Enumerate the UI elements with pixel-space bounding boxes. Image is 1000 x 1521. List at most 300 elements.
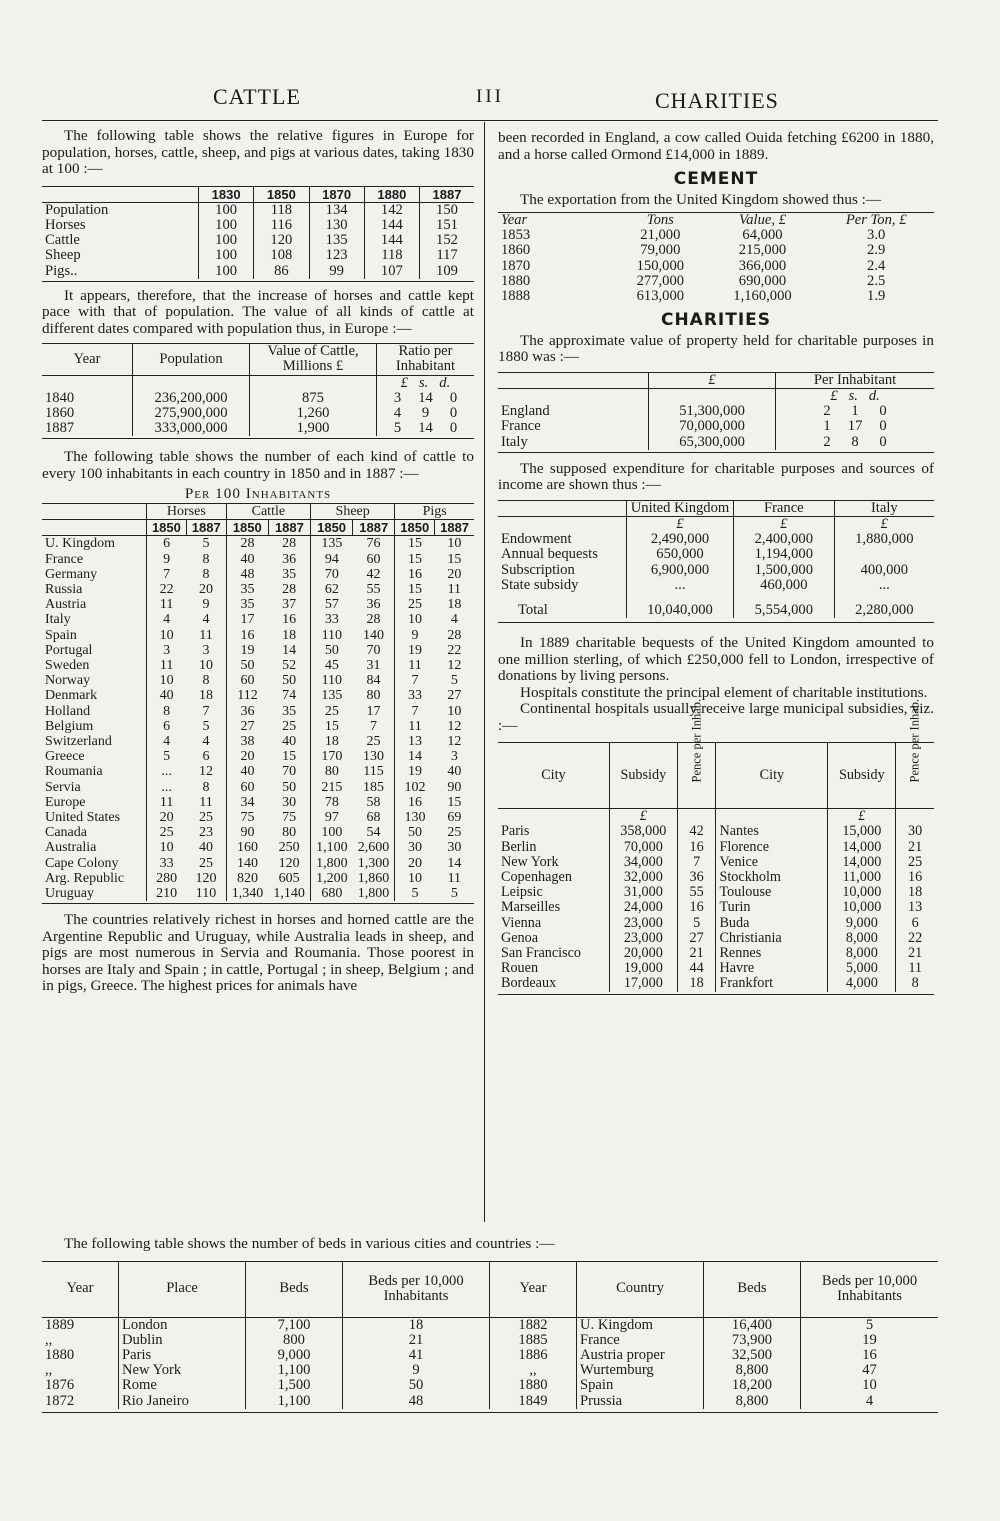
cell: 84 xyxy=(366,673,381,689)
right-column xyxy=(498,130,934,995)
cell: 22 xyxy=(147,582,187,597)
table-row xyxy=(42,795,474,810)
cell: 11,000 xyxy=(828,870,896,885)
year-head: 1850 xyxy=(226,520,268,536)
cell: 16 xyxy=(677,840,716,855)
cell: 9,000 xyxy=(246,1348,343,1363)
row-label: 1888 xyxy=(501,288,531,305)
cell: 35 xyxy=(226,582,268,597)
cattle-value-table xyxy=(42,343,474,436)
row-label: U. Kingdom xyxy=(45,536,115,552)
row-label: Nantes xyxy=(716,824,828,839)
table-row xyxy=(498,916,934,931)
cell: 11 xyxy=(199,794,213,810)
table-row xyxy=(42,597,474,612)
cell: 10 xyxy=(801,1378,939,1393)
cell: 13 xyxy=(395,734,435,749)
cell: 30 xyxy=(896,824,934,839)
cell: 12 xyxy=(447,718,462,734)
cell: ... xyxy=(834,578,934,593)
cell: 23 xyxy=(199,825,214,841)
row-label: 1860 xyxy=(45,405,75,422)
cell: 3 xyxy=(450,749,458,765)
cell: 21 xyxy=(677,946,716,961)
cell: 27 xyxy=(677,931,716,946)
cell: 8,800 xyxy=(704,1394,801,1409)
cell: 460,000 xyxy=(734,578,835,593)
hospitals-body xyxy=(498,824,934,991)
ratio-cell xyxy=(776,419,934,434)
paragraph: In 1889 charitable bequests of the United Kingdom amounted to one million sterling, of which £250,000 fell to London, irrespective of donations by living persons. xyxy=(498,634,934,685)
cell: 100 xyxy=(199,218,254,233)
cell: 36 xyxy=(366,597,381,613)
cell: 21 xyxy=(343,1333,490,1348)
cell: 24,000 xyxy=(609,900,677,915)
cell: 10 xyxy=(147,628,187,643)
year-cell: 1872 xyxy=(45,1392,75,1409)
cell: 70 xyxy=(282,764,297,780)
cell: 120 xyxy=(278,855,300,871)
cell: 76 xyxy=(366,536,381,552)
cell: 100 xyxy=(199,264,254,279)
cell: 140 xyxy=(226,856,268,871)
row-label: U. Kingdom xyxy=(577,1317,704,1333)
page-number: III xyxy=(476,86,504,107)
cell: 18 xyxy=(896,885,934,900)
year-cell: 1880 xyxy=(45,1346,75,1363)
cell: 160 xyxy=(226,840,268,855)
cell: 5 xyxy=(202,536,210,552)
table-row xyxy=(498,289,934,304)
cell: 1,100 xyxy=(246,1394,343,1409)
cell: 7 xyxy=(677,855,716,870)
col-head: Italy xyxy=(834,500,934,516)
cell: 19 xyxy=(395,764,435,779)
cell: 65,300,000 xyxy=(649,435,776,450)
row-label: Horses xyxy=(45,216,86,233)
cell: 4 xyxy=(147,734,187,749)
row-label: 1840 xyxy=(45,389,75,406)
cell: 15 xyxy=(447,551,462,567)
col-head: France xyxy=(734,500,835,516)
table-row xyxy=(42,391,474,406)
cell: 1,900 xyxy=(250,421,377,436)
column-divider xyxy=(484,122,485,1222)
row-label: 1880 xyxy=(501,272,531,289)
cell: 2,280,000 xyxy=(834,603,934,618)
cell: 112 xyxy=(226,688,268,703)
cell: 28 xyxy=(282,536,297,552)
cell: 16 xyxy=(395,795,435,810)
row-label: Europe xyxy=(45,794,86,810)
year-cell: 1880 xyxy=(490,1378,577,1393)
table-row xyxy=(498,855,934,870)
cell: 15 xyxy=(395,536,435,552)
paragraph: The approximate value of property held for charitable purposes in 1880 was :— xyxy=(498,331,934,366)
cell: 135 xyxy=(311,536,353,552)
year-head: 1887 xyxy=(353,520,395,536)
cell: 22 xyxy=(896,931,934,946)
cell: 144 xyxy=(364,233,419,248)
cell: 7 xyxy=(369,718,377,734)
row-label: France xyxy=(577,1333,704,1348)
year-cell: ,, xyxy=(490,1363,577,1378)
cell: 10,040,000 xyxy=(627,603,734,618)
cell: 10 xyxy=(147,840,187,855)
header-rule xyxy=(42,120,938,121)
cell: 8,000 xyxy=(828,946,896,961)
cell: 51,300,000 xyxy=(649,404,776,419)
table-rule xyxy=(498,452,934,453)
table-row xyxy=(42,658,474,673)
col-head: Pence per Inhab. xyxy=(907,699,922,783)
row-label: Roumania xyxy=(45,764,103,780)
cell: 25 xyxy=(311,704,353,719)
cell: 9 xyxy=(147,552,187,567)
cell: 21 xyxy=(896,840,934,855)
cell: 7 xyxy=(147,567,187,582)
cell: 94 xyxy=(311,552,353,567)
cell: 3.0 xyxy=(867,227,886,244)
cell: 32,500 xyxy=(704,1348,801,1363)
cell: 35 xyxy=(226,597,268,612)
table-row xyxy=(498,900,934,915)
unit: £ xyxy=(830,387,838,404)
cell: 5,000 xyxy=(828,961,896,976)
paragraph: It appears, therefore, that the increase of horses and cattle kept pace with that of population. The value of all kinds of cattle at different dates compared with population thus, in Europe :— xyxy=(42,286,474,337)
cell: 108 xyxy=(254,248,309,263)
cell: 25 xyxy=(447,825,462,841)
cell: 9 xyxy=(202,597,210,613)
cell: 14 xyxy=(447,855,462,871)
col-head: 1880 xyxy=(364,186,419,202)
cell: 74 xyxy=(282,688,297,704)
row-label: Rio Janeiro xyxy=(119,1394,246,1409)
cell: 2,490,000 xyxy=(627,532,734,547)
cell: 15 xyxy=(447,794,462,810)
cell: 17 xyxy=(226,612,268,627)
table-row xyxy=(498,946,934,961)
row-label: Sweden xyxy=(45,657,90,673)
cell: 6,900,000 xyxy=(627,563,734,578)
cattle-value-body xyxy=(42,391,474,437)
cell: 10 xyxy=(447,703,462,719)
col-head: Beds per 10,000 Inhabitants xyxy=(343,1261,490,1317)
cell: 57 xyxy=(311,597,353,612)
cell: 118 xyxy=(254,202,309,218)
cell: 14 xyxy=(282,642,297,658)
row-label: Italy xyxy=(45,612,71,628)
ratio-cell xyxy=(377,391,475,406)
row-label: London xyxy=(119,1317,246,1333)
cell: 18 xyxy=(282,627,297,643)
cell: 50 xyxy=(282,673,297,689)
cell: 8 xyxy=(202,566,210,582)
cell: 50 xyxy=(282,779,297,795)
unit: d. xyxy=(439,374,451,391)
cell: 5 xyxy=(202,718,210,734)
cell: 11 xyxy=(199,627,213,643)
cell: 8 xyxy=(896,976,934,991)
year-cell: 1849 xyxy=(490,1394,577,1409)
beds-body xyxy=(42,1317,938,1409)
row-label: Rouen xyxy=(501,960,539,977)
cell: 8 xyxy=(202,673,210,689)
cell: 18,200 xyxy=(704,1378,801,1393)
cell: 115 xyxy=(363,764,384,780)
table-row xyxy=(42,673,474,688)
cell: 17 xyxy=(366,703,381,719)
table-row xyxy=(498,931,934,946)
row-label: Venice xyxy=(716,855,828,870)
col-head: Per Ton, £ xyxy=(845,212,907,228)
cell: 20 xyxy=(199,581,214,597)
row-label: England xyxy=(501,403,550,420)
cell: 333,000,000 xyxy=(133,421,250,436)
cell: 0 xyxy=(449,420,458,437)
cell: 11 xyxy=(447,581,462,597)
col-head: Year xyxy=(66,1280,94,1297)
unit: s. xyxy=(419,374,429,391)
cell: 6 xyxy=(147,719,187,734)
cell: 5 xyxy=(677,916,716,931)
cell: 37 xyxy=(282,597,297,613)
cell: 1 xyxy=(823,418,831,435)
table-row xyxy=(42,825,474,840)
table-row xyxy=(42,1348,938,1363)
cell: 14 xyxy=(418,389,433,406)
cell: 20,000 xyxy=(609,946,677,961)
per-100-table xyxy=(42,503,474,901)
row-label: Rennes xyxy=(716,946,828,961)
row-label: Arg. Republic xyxy=(45,870,125,886)
row-label: Dublin xyxy=(119,1333,246,1348)
cell: 52 xyxy=(282,657,297,673)
col-head: Place xyxy=(119,1261,246,1317)
cell: 25 xyxy=(282,718,297,734)
left-column xyxy=(42,128,474,995)
paragraph: The following table shows the number of each kind of cattle to every 100 inhabitants in each country in 1850 and in 1887 :— xyxy=(42,448,474,482)
bottom-section xyxy=(42,1236,938,1413)
cell: 16 xyxy=(801,1348,939,1363)
paragraph: been recorded in England, a cow called Ouida fetching £6200 in 1880, and a horse called Ormond £14,000 in 1889. xyxy=(498,129,934,163)
cell: 33 xyxy=(311,612,353,627)
cell: 8 xyxy=(851,433,859,450)
table-row xyxy=(498,885,934,900)
cell: 875 xyxy=(250,391,377,406)
table-row xyxy=(42,688,474,703)
cell: 75 xyxy=(226,810,268,825)
cell: 7 xyxy=(395,673,435,688)
cell: 38 xyxy=(226,734,268,749)
cell: 30 xyxy=(395,840,435,855)
table-row xyxy=(498,563,934,578)
cell: 150,000 xyxy=(636,257,685,274)
ratio-cell xyxy=(776,404,934,419)
cell: 605 xyxy=(278,870,300,886)
cell: 2.4 xyxy=(867,257,886,274)
row-label: Cape Colony xyxy=(45,855,119,871)
cell: 11 xyxy=(395,658,435,673)
col-head: Tons xyxy=(646,212,674,228)
cell: 20 xyxy=(226,749,268,764)
cell: 1,194,000 xyxy=(734,547,835,562)
cell: 19 xyxy=(395,643,435,658)
cell: 107 xyxy=(364,264,419,279)
cell: 1,340 xyxy=(226,886,268,901)
cell: 18 xyxy=(343,1317,490,1333)
cell: 16,400 xyxy=(704,1317,801,1333)
row-label: Turin xyxy=(716,900,828,915)
cell: 1.9 xyxy=(867,288,886,305)
row-label: Christiania xyxy=(716,931,828,946)
cell: 9 xyxy=(421,405,430,422)
row-label: Annual bequests xyxy=(501,546,598,563)
cell: 277,000 xyxy=(636,272,685,289)
cell: 250 xyxy=(278,840,300,856)
row-label: Norway xyxy=(45,673,91,689)
row-label: Sheep xyxy=(45,247,81,264)
cell: 70 xyxy=(311,567,353,582)
cell: 36 xyxy=(677,870,716,885)
cell: 2,400,000 xyxy=(734,532,835,547)
cell: 15,000 xyxy=(828,824,896,839)
cell: 5 xyxy=(147,749,187,764)
cell: 10,000 xyxy=(828,900,896,915)
cell: 1,100 xyxy=(311,840,353,855)
table-row xyxy=(42,1378,938,1393)
cell: 100 xyxy=(199,248,254,263)
cell: 16 xyxy=(677,900,716,915)
cell: 0 xyxy=(449,389,458,406)
cell: 60 xyxy=(226,780,268,795)
running-head-right: CHARITIES xyxy=(655,88,779,113)
cell: 28 xyxy=(447,627,462,643)
cell: 1,500 xyxy=(246,1378,343,1393)
group-head: Sheep xyxy=(311,503,395,519)
cell: 69 xyxy=(447,810,462,825)
cell: 44 xyxy=(677,961,716,976)
cell: 140 xyxy=(362,627,384,643)
cell: 18 xyxy=(447,597,462,613)
cell: 31,000 xyxy=(609,885,677,900)
ratio-cell xyxy=(377,406,475,421)
table-row xyxy=(42,233,474,248)
unit: d. xyxy=(868,387,880,404)
table-row xyxy=(42,264,474,279)
cell: 55 xyxy=(677,885,716,900)
cell: 14 xyxy=(395,749,435,764)
cell: 9,000 xyxy=(828,916,896,931)
paragraph: The supposed expenditure for charitable purposes and sources of income are shown thus :— xyxy=(498,459,934,494)
cell: 151 xyxy=(420,218,475,233)
cell: 41 xyxy=(343,1348,490,1363)
cell: 11 xyxy=(147,795,187,810)
cell: 58 xyxy=(366,794,381,810)
year-head: 1850 xyxy=(395,520,435,536)
cell: 15 xyxy=(311,719,353,734)
cell: 4 xyxy=(147,612,187,627)
cell: 10 xyxy=(147,673,187,688)
row-label: 1870 xyxy=(501,257,531,274)
cell: 4 xyxy=(202,612,210,628)
cell: 8 xyxy=(202,779,210,795)
cell: 45 xyxy=(311,658,353,673)
year-head: 1887 xyxy=(268,520,310,536)
row-label: Subscription xyxy=(501,561,575,578)
unit: £ xyxy=(734,516,835,532)
col-head: Year xyxy=(501,212,528,228)
row-label: Germany xyxy=(45,566,98,582)
col-head: £ xyxy=(649,372,776,388)
col-head: Year xyxy=(73,350,101,367)
cell: 20 xyxy=(147,810,187,825)
cell: 6 xyxy=(896,916,934,931)
year-head: 1887 xyxy=(186,520,226,536)
cell: 54 xyxy=(366,825,381,841)
table-row xyxy=(498,404,934,419)
table-row xyxy=(498,578,934,593)
cell: 14 xyxy=(418,420,433,437)
table-row xyxy=(498,435,934,450)
row-label: Uruguay xyxy=(45,886,94,902)
row-label: Endowment xyxy=(501,531,572,548)
cell: 1,800 xyxy=(357,886,390,902)
cell: 4 xyxy=(393,405,402,422)
cell: 19,000 xyxy=(609,961,677,976)
cell: 11 xyxy=(395,719,435,734)
cell: 11 xyxy=(447,870,462,886)
table-row xyxy=(498,228,934,243)
cell: 14,000 xyxy=(828,855,896,870)
cell: 0 xyxy=(449,405,458,422)
cell: 97 xyxy=(311,810,353,825)
cell: 1,100 xyxy=(246,1363,343,1378)
row-label: Switzerland xyxy=(45,733,112,749)
cell: 820 xyxy=(226,871,268,886)
cell: 7 xyxy=(202,703,210,719)
cell: 22 xyxy=(447,642,462,658)
table-row xyxy=(42,1317,938,1333)
cell: 5 xyxy=(450,886,458,902)
cell: 48 xyxy=(343,1394,490,1409)
cell: 130 xyxy=(309,218,364,233)
cell: 19 xyxy=(801,1333,939,1348)
cell: 5,554,000 xyxy=(734,603,835,618)
table-row xyxy=(42,1333,938,1348)
table-row xyxy=(42,612,474,627)
cell: 80 xyxy=(282,825,297,841)
cell: 10 xyxy=(199,657,214,673)
cell: ... xyxy=(147,764,187,779)
cell: 10,000 xyxy=(828,885,896,900)
cell: 15 xyxy=(395,552,435,567)
cell: 116 xyxy=(254,218,309,233)
table-row xyxy=(498,976,934,991)
col-head: Subsidy xyxy=(609,743,677,809)
row-label: United States xyxy=(45,810,121,825)
cell: 5 xyxy=(450,673,458,689)
cell: 7,100 xyxy=(246,1317,343,1333)
row-label: Portugal xyxy=(45,642,93,658)
expenditure-body xyxy=(498,532,934,593)
row-label: Greece xyxy=(45,749,85,765)
cell: 102 xyxy=(395,780,435,795)
row-label: Wurtemburg xyxy=(577,1363,704,1378)
col-head: Beds xyxy=(704,1261,801,1317)
table-row xyxy=(42,840,474,855)
cell: 2.9 xyxy=(867,242,886,259)
